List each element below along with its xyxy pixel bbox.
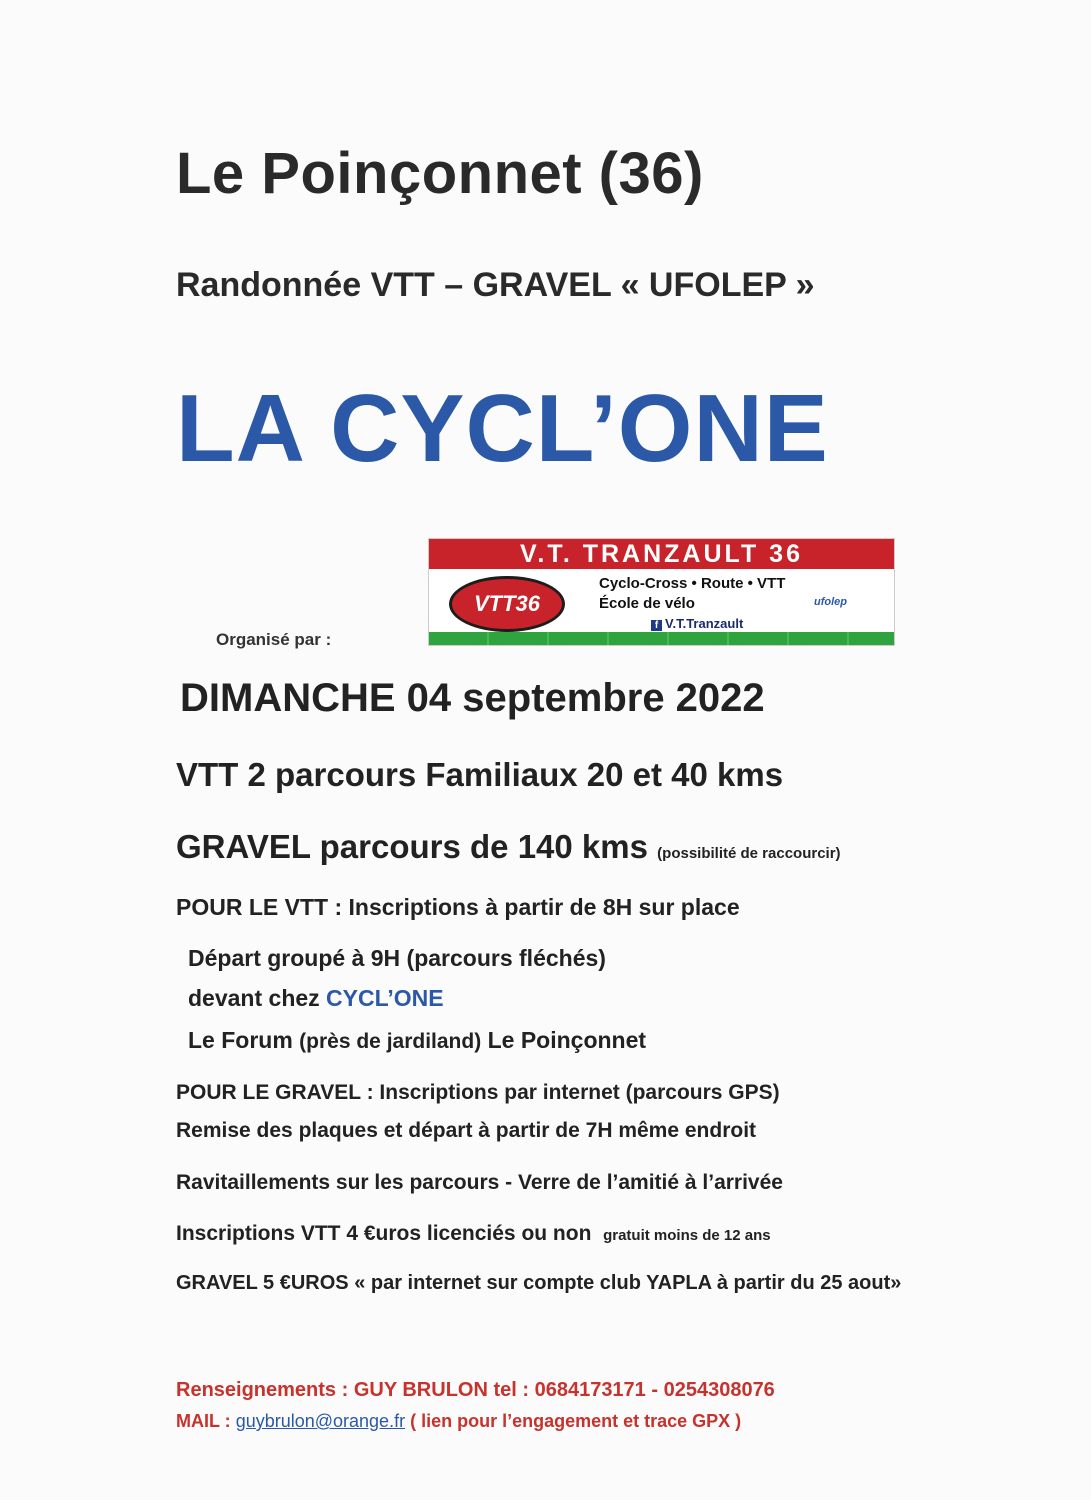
gravel-registration: POUR LE GRAVEL : Inscriptions par internet (parcours GPS) [176,1081,780,1104]
gravel-start: Remise des plaques et départ à partir de 7H même endroit [176,1119,757,1142]
mail-label: MAIL : [176,1411,231,1431]
logo-green-band [429,632,894,645]
logo-school: École de vélo [599,595,695,612]
gravel-route [176,828,841,866]
vtt36-badge-icon: VTT36 [449,576,565,632]
vtt-price-note: gratuit moins de 12 ans [603,1227,771,1244]
logo-facebook [651,616,743,631]
event-subtitle: Randonnée VTT – GRAVEL « UFOLEP » [176,266,815,304]
vtt-location-c: Le Poinçonnet [487,1027,647,1053]
mail-link[interactable]: guybrulon@orange.fr [235,1411,406,1431]
vtt-place-prefix: devant chez [188,985,320,1011]
ufolep-logo-icon: ufolep [814,596,847,608]
facebook-icon: f [651,620,662,631]
gravel-route-text: GRAVEL parcours de 140 kms [176,828,648,865]
vtt-price-text: Inscriptions VTT 4 €uros licenciés ou non [176,1222,592,1245]
vtt-price [176,1222,771,1246]
vtt-place [188,985,444,1012]
organizer-label: Organisé par : [216,630,332,649]
vtt-location [188,1027,646,1054]
logo-disciplines: Cyclo-Cross • Route • VTT [599,575,786,592]
gravel-route-note: (possibilité de raccourcir) [657,845,841,862]
facebook-name: V.T.Tranzault [665,616,744,631]
vtt-start: Départ groupé à 9H (parcours fléchés) [188,945,606,971]
mail-note: ( lien pour l’engagement et trace GPX ) [410,1411,742,1431]
gravel-price: GRAVEL 5 €UROS « par internet sur compte club YAPLA à partir du 25 aout» [176,1272,902,1294]
event-date: DIMANCHE 04 septembre 2022 [180,676,765,720]
logo-title: V.T. TRANZAULT 36 [429,539,894,569]
contact-mail [176,1411,741,1432]
vtt-routes: VTT 2 parcours Familiaux 20 et 40 kms [176,756,784,793]
vtt-place-name: CYCL’ONE [326,985,444,1011]
vtt-location-b: (près de jardiland) [299,1030,482,1053]
organizer-logo [428,538,895,646]
supplies: Ravitaillements sur les parcours - Verre de l’amitié à l’arrivée [176,1171,783,1194]
vtt-location-a: Le Forum [188,1027,293,1053]
vtt-registration: POUR LE VTT : Inscriptions à partir de 8H sur place [176,894,740,920]
event-name: LA CYCL’ONE [176,375,829,482]
page-title: Le Poinçonnet (36) [176,141,704,206]
contact-info: Renseignements : GUY BRULON tel : 0684173171 - 0254308076 [176,1379,775,1401]
